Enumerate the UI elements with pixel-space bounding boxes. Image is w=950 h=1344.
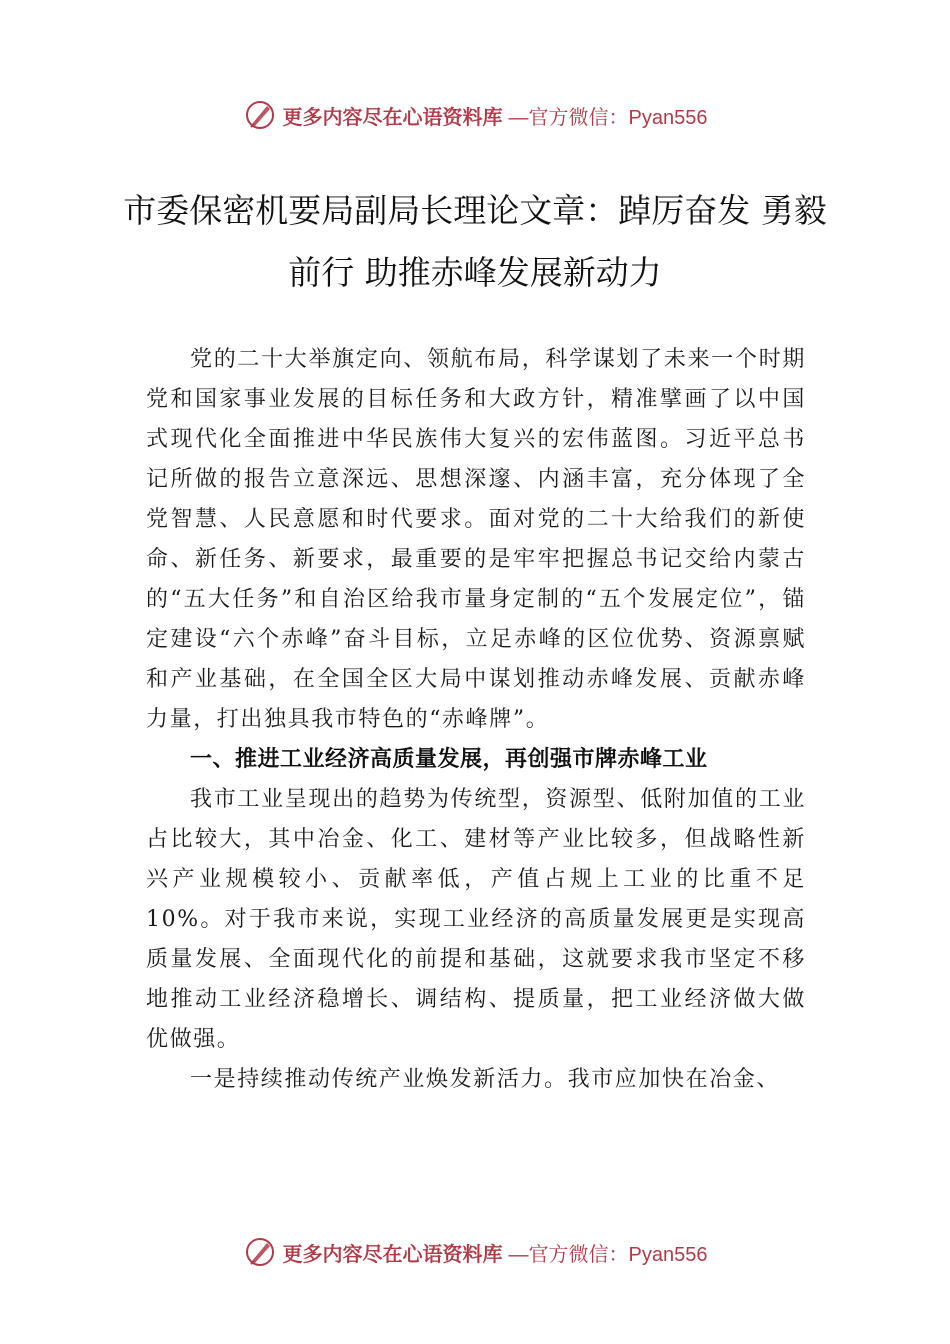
watermark-brand: 更多内容尽在心语资料库: [282, 104, 503, 129]
watermark-brand: 更多内容尽在心语资料库: [282, 1241, 503, 1266]
quill-pen-icon: [243, 98, 277, 132]
watermark-contact: —官方微信：Pyan556: [508, 106, 708, 129]
section-paragraph: 我市工业呈现出的趋势为传统型，资源型、低附加值的工业占比较大，其中冶金、化工、建材等产业比较多，但战略性新兴产业规模较小、贡献率低，产值占规上工业的比重不足 10%。对于我市来说，实现工业经济的高质量发展更是实现高质量发展、全面现代化的前提和基础，这就要求我市坚定不移地推动工业经济稳增长、调结构、提质量，把工业经济做大做优做强。: [146, 787, 806, 1052]
quill-pen-icon: [243, 1235, 277, 1269]
section-paragraph: 一是持续推动传统产业焕发新活力。我市应加快在冶金、: [190, 1067, 781, 1092]
section-heading: 一、推进工业经济高质量发展，再创强市牌赤峰工业: [190, 747, 708, 772]
document-title: 市委保密机要局副局长理论文章：踔厉奋发 勇毅前行 助推赤峰发展新动力: [123, 191, 827, 292]
document-body: [146, 340, 806, 1100]
intro-paragraph: 党的二十大举旗定向、领航布局，科学谋划了未来一个时期党和国家事业发展的目标任务和大政方针，精准擘画了以中国式现代化全面推进中华民族伟大复兴的宏伟蓝图。习近平总书记所做的报告立意深远、思想深邃、内涵丰富，充分体现了全党智慧、人民意愿和时代要求。面对党的二十大给我们的新使命、新任务、新要求，最重要的是牢牢把握总书记交给内蒙古的“五大任务”和自治区给我市量身定制的“五个发展定位”，锚定建设“六个赤峰”奋斗目标，立足赤峰的区位优势、资源禀赋和产业基础，在全国全区大局中谋划推动赤峰发展、贡献赤峰力量，打出独具我市特色的“赤峰牌”。: [146, 347, 806, 732]
watermark-header: [0, 95, 950, 135]
watermark-contact: —官方微信：Pyan556: [508, 1243, 708, 1266]
watermark-footer: [0, 1232, 950, 1272]
